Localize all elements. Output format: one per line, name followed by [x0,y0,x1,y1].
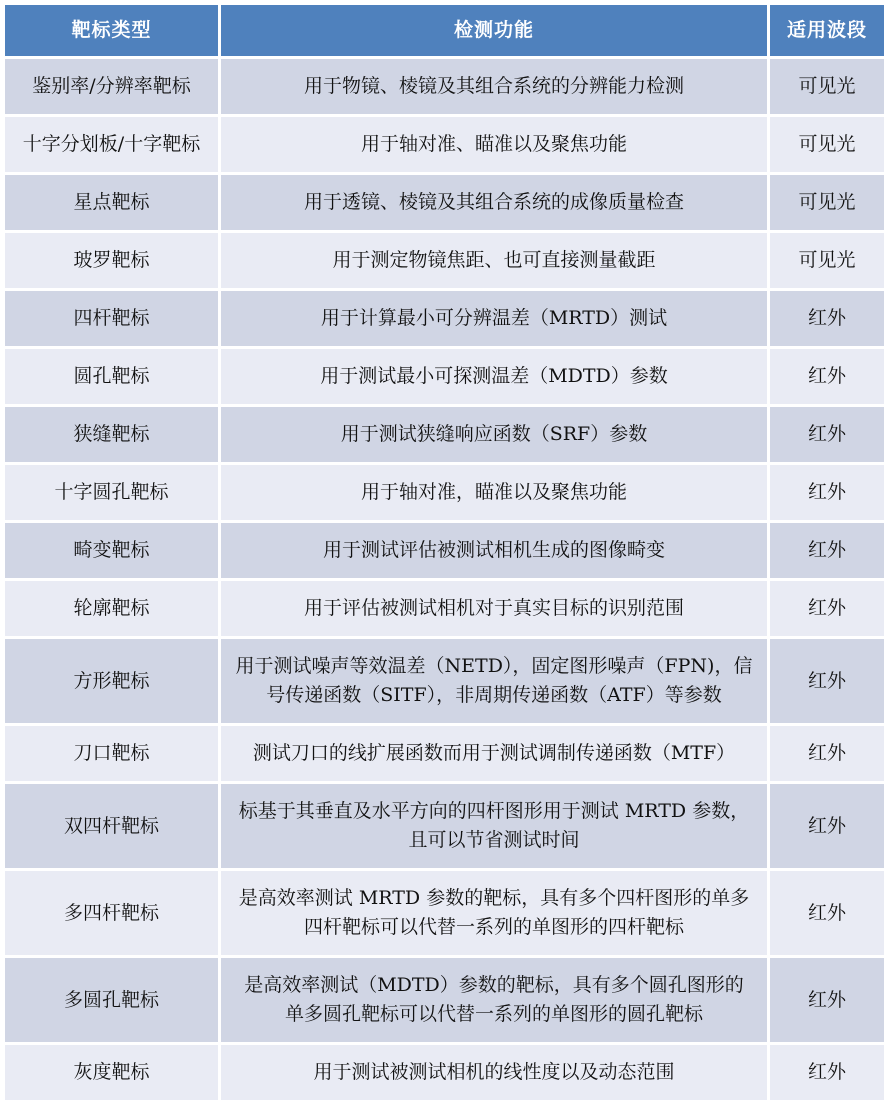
target-type-cell: 双四杆靶标 [4,783,220,870]
applicable-band-cell: 红外 [769,957,886,1044]
applicable-band-cell: 红外 [769,638,886,725]
table-row [4,783,886,870]
table-row [4,725,886,783]
target-type-cell: 四杆靶标 [4,290,220,348]
header-target-type: 靶标类型 [4,4,220,58]
table-row [4,870,886,957]
target-type-cell: 圆孔靶标 [4,348,220,406]
applicable-band-cell: 可见光 [769,232,886,290]
applicable-band-cell: 红外 [769,580,886,638]
target-type-cell: 轮廓靶标 [4,580,220,638]
applicable-band-cell: 红外 [769,348,886,406]
detection-function-cell: 用于轴对准，瞄准以及聚焦功能 [220,464,769,522]
detection-function-cell: 用于测试噪声等效温差（NETD），固定图形噪声（FPN)，信号传递函数（SITF），非周期传递函数（ATF）等参数 [220,638,769,725]
table-row [4,1044,886,1102]
detection-function-cell: 标基于其垂直及水平方向的四杆图形用于测试 MRTD 参数，且可以节省测试时间 [220,783,769,870]
detection-function-cell: 用于测试评估被测试相机生成的图像畸变 [220,522,769,580]
applicable-band-cell: 红外 [769,464,886,522]
target-type-cell: 十字圆孔靶标 [4,464,220,522]
table-row [4,348,886,406]
target-type-cell: 刀口靶标 [4,725,220,783]
table-header-row [4,4,886,58]
detection-function-cell: 是高效率测试 MRTD 参数的靶标，具有多个四杆图形的单多四杆靶标可以代替一系列的单图形的四杆靶标 [220,870,769,957]
table-row [4,174,886,232]
detection-function-cell: 用于测定物镜焦距、也可直接测量截距 [220,232,769,290]
applicable-band-cell: 红外 [769,783,886,870]
detection-function-cell: 用于评估被测试相机对于真实目标的识别范围 [220,580,769,638]
applicable-band-cell: 红外 [769,1044,886,1102]
target-type-cell: 畸变靶标 [4,522,220,580]
table-row [4,580,886,638]
target-type-cell: 鉴别率/分辨率靶标 [4,58,220,116]
table-row [4,116,886,174]
detection-function-cell: 用于轴对准、瞄准以及聚焦功能 [220,116,769,174]
target-type-cell: 玻罗靶标 [4,232,220,290]
detection-function-cell: 用于计算最小可分辨温差（MRTD）测试 [220,290,769,348]
table-row [4,464,886,522]
detection-function-cell: 用于测试被测试相机的线性度以及动态范围 [220,1044,769,1102]
table-row [4,406,886,464]
target-type-cell: 灰度靶标 [4,1044,220,1102]
detection-function-cell: 用于测试狭缝响应函数（SRF）参数 [220,406,769,464]
table-row [4,638,886,725]
header-detection-function: 检测功能 [220,4,769,58]
applicable-band-cell: 可见光 [769,116,886,174]
table-row [4,290,886,348]
applicable-band-cell: 红外 [769,725,886,783]
detection-function-cell: 用于物镜、棱镜及其组合系统的分辨能力检测 [220,58,769,116]
target-type-cell: 方形靶标 [4,638,220,725]
applicable-band-cell: 红外 [769,290,886,348]
table-row [4,232,886,290]
target-type-cell: 多四杆靶标 [4,870,220,957]
target-type-cell: 多圆孔靶标 [4,957,220,1044]
applicable-band-cell: 红外 [769,406,886,464]
target-type-cell: 十字分划板/十字靶标 [4,116,220,174]
detection-function-cell: 用于测试最小可探测温差（MDTD）参数 [220,348,769,406]
table-row [4,957,886,1044]
detection-function-cell: 用于透镜、棱镜及其组合系统的成像质量检查 [220,174,769,232]
target-type-cell: 狭缝靶标 [4,406,220,464]
table-row [4,522,886,580]
applicable-band-cell: 红外 [769,522,886,580]
detection-function-cell: 是高效率测试（MDTD）参数的靶标，具有多个圆孔图形的单多圆孔靶标可以代替一系列的单图形的圆孔靶标 [220,957,769,1044]
target-type-cell: 星点靶标 [4,174,220,232]
target-types-table [2,2,886,1103]
header-applicable-band: 适用波段 [769,4,886,58]
applicable-band-cell: 可见光 [769,174,886,232]
applicable-band-cell: 红外 [769,870,886,957]
applicable-band-cell: 可见光 [769,58,886,116]
detection-function-cell: 测试刀口的线扩展函数而用于测试调制传递函数（MTF） [220,725,769,783]
table-row [4,58,886,116]
